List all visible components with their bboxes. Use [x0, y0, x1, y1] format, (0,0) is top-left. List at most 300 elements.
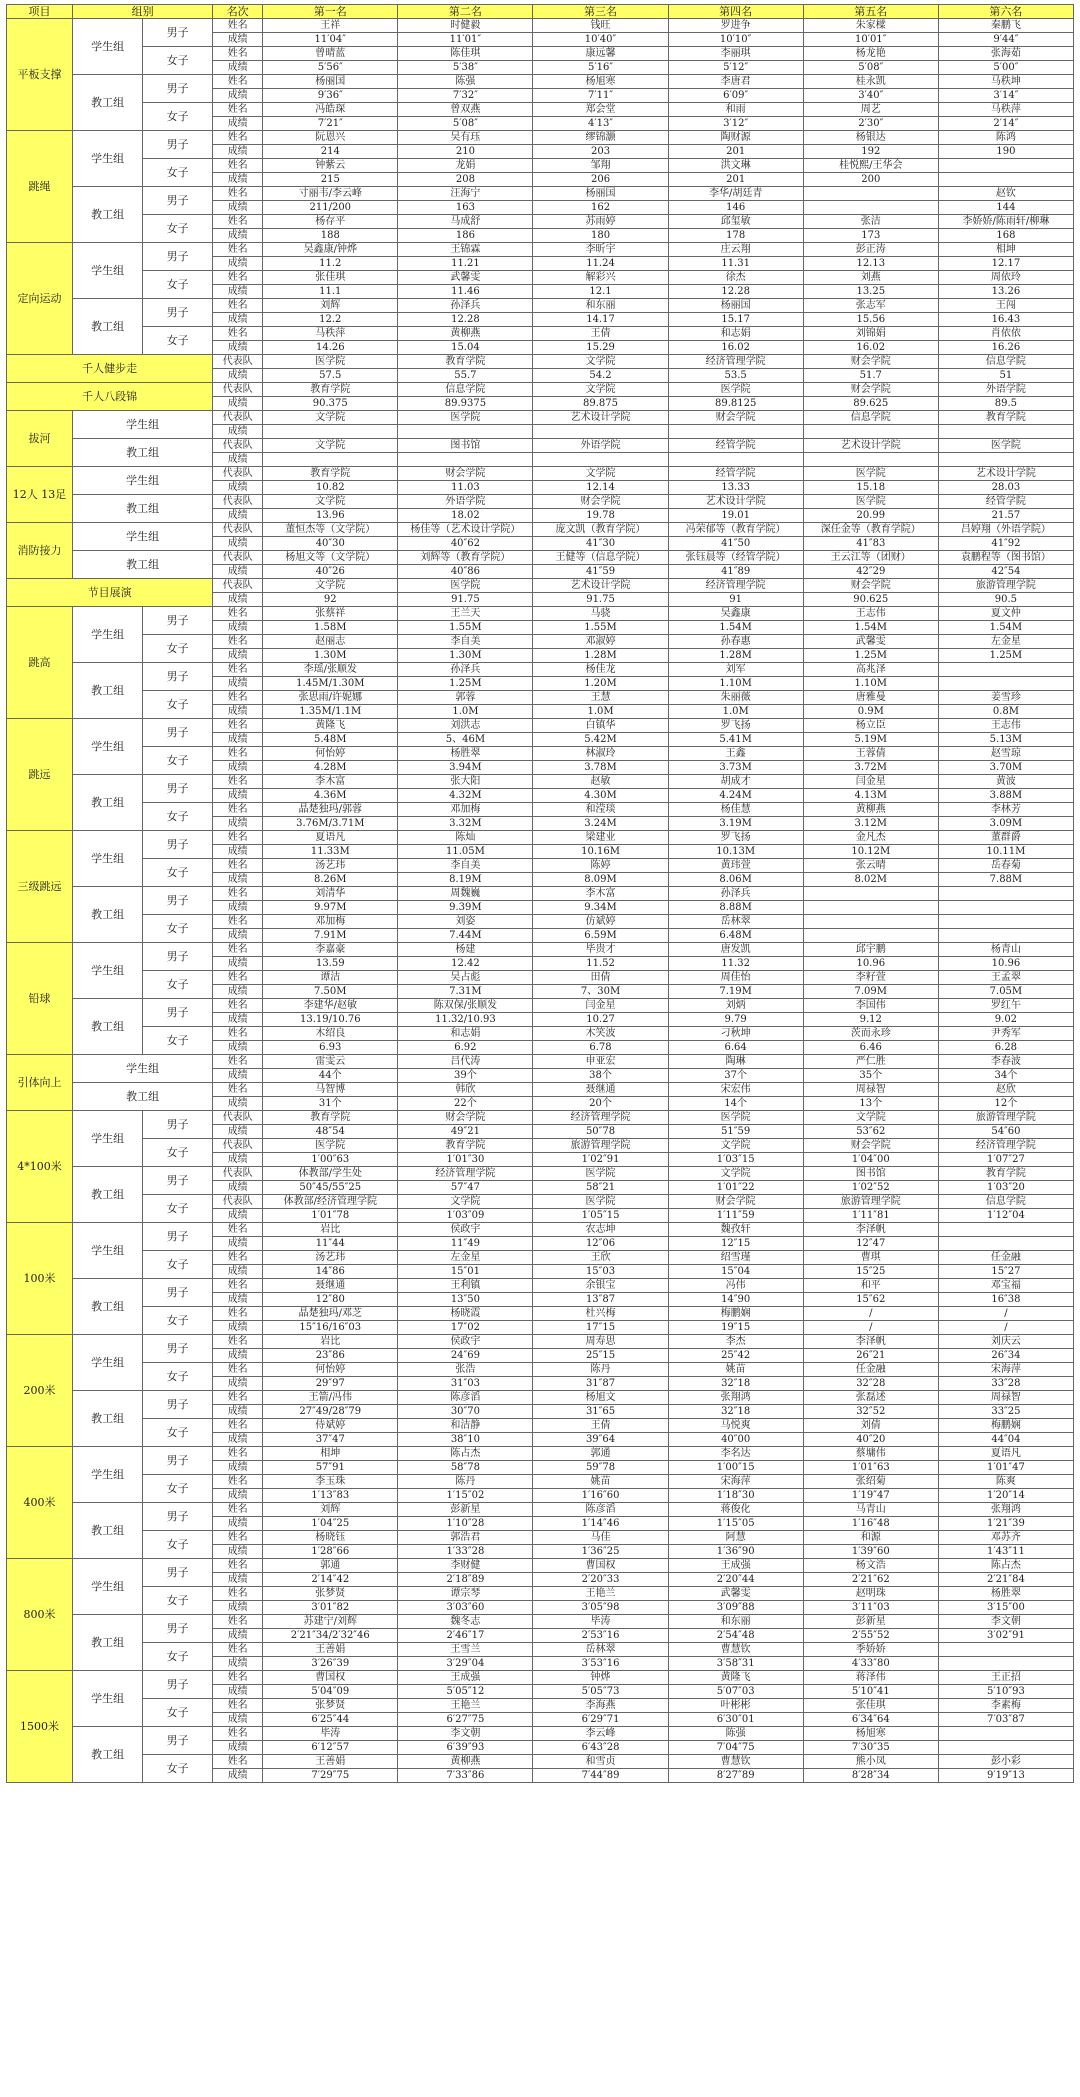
rank-value: 10.96: [803, 957, 938, 971]
rank-value: [938, 901, 1073, 915]
rank-value: 6.93: [263, 1041, 398, 1055]
rank-value: 50″78: [533, 1125, 668, 1139]
gender-label: 女子: [143, 1419, 213, 1447]
event-title: 200米: [7, 1335, 73, 1447]
rank-value: 7′33″86: [398, 1769, 533, 1783]
rank-value: 郭通: [263, 1559, 398, 1573]
group-name: 教工组: [73, 1503, 143, 1559]
rank-value: 财会学院: [803, 1139, 938, 1153]
rank-value: 李海燕: [533, 1699, 668, 1713]
header-rank: 第三名: [533, 5, 668, 19]
rank-value: 1.30M: [398, 649, 533, 663]
gender-label: 男子: [143, 607, 213, 635]
rank-value: 严仁胜: [803, 1055, 938, 1069]
row-label: 姓名: [213, 271, 263, 285]
rank-value: 周魏巍: [398, 887, 533, 901]
rank-value: 4′13″: [533, 117, 668, 131]
rank-value: [938, 677, 1073, 691]
rank-value: 1′11″59: [668, 1209, 803, 1223]
rank-value: 19.78: [533, 509, 668, 523]
rank-value: 3.32M: [398, 817, 533, 831]
gender-label: 女子: [143, 635, 213, 663]
rank-value: 毕贵才: [533, 943, 668, 957]
rank-value: [938, 453, 1073, 467]
rank-value: 岳林翠: [668, 915, 803, 929]
rank-value: 5′10″41: [803, 1685, 938, 1699]
rank-value: 1′10″28: [398, 1517, 533, 1531]
table-row: [7, 887, 1074, 901]
rank-value: 5.41M: [668, 733, 803, 747]
gender-label: 男子: [143, 1503, 213, 1531]
rank-value: 3.73M: [668, 761, 803, 775]
gender-label: 男子: [143, 1279, 213, 1307]
rank-value: 罗飞扬: [668, 719, 803, 733]
rank-value: 王志伟: [803, 607, 938, 621]
rank-value: 6′09″: [668, 89, 803, 103]
rank-value: 陈强: [398, 75, 533, 89]
rank-value: 董群爵: [938, 831, 1073, 845]
rank-value: 211/200: [263, 201, 398, 215]
row-label: 姓名: [213, 75, 263, 89]
group-name: 教工组: [73, 299, 143, 355]
table-row: [7, 1307, 1074, 1321]
rank-value: 张梦贤: [263, 1587, 398, 1601]
rank-value: 汤艺玮: [263, 1251, 398, 1265]
rank-value: 3′01″82: [263, 1601, 398, 1615]
rank-value: 11.33M: [263, 845, 398, 859]
rank-value: 15″25: [803, 1265, 938, 1279]
rank-value: 医学院: [398, 411, 533, 425]
row-label: 姓名: [213, 1027, 263, 1041]
rank-value: 1′07″27: [938, 1153, 1073, 1167]
rank-value: 1.25M: [938, 649, 1073, 663]
rank-value: 教育学院: [263, 383, 398, 397]
rank-value: 29″97: [263, 1377, 398, 1391]
rank-value: 冯伟: [668, 1279, 803, 1293]
rank-value: 89.9375: [398, 397, 533, 411]
table-row: [7, 663, 1074, 677]
rank-value: 财会学院: [533, 495, 668, 509]
table-row: [7, 75, 1074, 89]
rank-value: [938, 159, 1073, 173]
rank-value: 图书馆: [398, 439, 533, 453]
rank-value: 57.5: [263, 369, 398, 383]
rank-value: 54″60: [938, 1125, 1073, 1139]
rank-value: 王孟翠: [938, 971, 1073, 985]
row-label: 成绩: [213, 1685, 263, 1699]
table-row: [7, 1251, 1074, 1265]
rank-value: 14″86: [263, 1265, 398, 1279]
row-label: 代表队: [213, 1139, 263, 1153]
row-label: 成绩: [213, 1069, 263, 1083]
rank-value: 张梦贤: [263, 1699, 398, 1713]
rank-value: 王兰天: [398, 607, 533, 621]
rank-value: 彭新星: [398, 1503, 533, 1517]
rank-value: 2′46″17: [398, 1629, 533, 1643]
rank-value: 203: [533, 145, 668, 159]
row-label: 姓名: [213, 943, 263, 957]
rank-value: 梁建业: [533, 831, 668, 845]
rank-value: 吴鑫康/钟烨: [263, 243, 398, 257]
rank-value: 王鑫: [668, 747, 803, 761]
rank-value: 13.25: [803, 285, 938, 299]
event-title: 800米: [7, 1559, 73, 1671]
rank-value: 缪锦灏: [533, 131, 668, 145]
group-name: 学生组: [73, 1447, 143, 1503]
table-row: [7, 131, 1074, 145]
rank-value: 医学院: [263, 1139, 398, 1153]
gender-label: 男子: [143, 187, 213, 215]
rank-value: [938, 1657, 1073, 1671]
rank-value: 陈丹: [398, 1475, 533, 1489]
rank-value: 张佳琪: [263, 271, 398, 285]
rank-value: 1.54M: [803, 621, 938, 635]
rank-value: 27″49/28″79: [263, 1405, 398, 1419]
rank-value: 12.42: [398, 957, 533, 971]
rank-value: 王慧: [533, 691, 668, 705]
rank-value: 赵明珠: [803, 1587, 938, 1601]
table-row: [7, 831, 1074, 845]
rank-value: 10.27: [533, 1013, 668, 1027]
rank-value: 聂继通: [533, 1083, 668, 1097]
rank-value: 谭洁: [263, 971, 398, 985]
rank-value: 5′56″: [263, 61, 398, 75]
group-name: 学生组: [73, 1111, 143, 1167]
rank-value: 1′12″04: [938, 1209, 1073, 1223]
row-label: 姓名: [213, 635, 263, 649]
rank-value: 11.2: [263, 257, 398, 271]
rank-value: 16″38: [938, 1293, 1073, 1307]
rank-value: /: [803, 1307, 938, 1321]
rank-value: [803, 187, 938, 201]
rank-value: 37″47: [263, 1433, 398, 1447]
rank-value: 12.13: [803, 257, 938, 271]
row-label: 姓名: [213, 607, 263, 621]
rank-value: 旅游管理学院: [938, 1111, 1073, 1125]
rank-value: 李国伟: [803, 999, 938, 1013]
rank-value: 杨丽国: [533, 187, 668, 201]
rank-value: 李文朝: [938, 1615, 1073, 1629]
rank-value: 和洁静: [398, 1419, 533, 1433]
rank-value: 聂继通: [263, 1279, 398, 1293]
rank-value: 4′33″80: [803, 1657, 938, 1671]
rank-value: 2′20″44: [668, 1573, 803, 1587]
rank-value: 和平: [803, 1279, 938, 1293]
rank-value: 曹慧钦: [668, 1755, 803, 1769]
row-label: 姓名: [213, 691, 263, 705]
row-label: 成绩: [213, 117, 263, 131]
rank-value: 168: [938, 229, 1073, 243]
rank-value: 杜兴梅: [533, 1307, 668, 1321]
rank-value: 郭通: [533, 1447, 668, 1461]
row-label: 姓名: [213, 187, 263, 201]
rank-value: 夏语凡: [263, 831, 398, 845]
rank-value: [938, 915, 1073, 929]
rank-value: 肖依依: [938, 327, 1073, 341]
rank-value: 李华/胡廷青: [668, 187, 803, 201]
rank-value: 5.19M: [803, 733, 938, 747]
rank-value: 毕涛: [533, 1615, 668, 1629]
rank-value: 57″91: [263, 1461, 398, 1475]
rank-value: 7′11″: [533, 89, 668, 103]
rank-value: 1.55M: [533, 621, 668, 635]
rank-value: 10.82: [263, 481, 398, 495]
rank-value: 陈占杰: [938, 1559, 1073, 1573]
rank-value: 16.02: [668, 341, 803, 355]
event-title: 跳高: [7, 607, 73, 719]
table-row: [7, 943, 1074, 957]
table-row: [7, 691, 1074, 705]
table-row: [7, 19, 1074, 33]
rank-value: 20.99: [803, 509, 938, 523]
row-label: 姓名: [213, 1755, 263, 1769]
rank-value: 王健等（信息学院）: [533, 551, 668, 565]
table-row: [7, 551, 1074, 565]
rank-value: 信息学院: [803, 411, 938, 425]
rank-value: 31″03: [398, 1377, 533, 1391]
rank-value: 5′38″: [398, 61, 533, 75]
rank-value: 董恒杰等（文学院）: [263, 523, 398, 537]
table-row: [7, 1083, 1074, 1097]
rank-value: 马秩坤: [938, 75, 1073, 89]
rank-value: 李丽琪: [668, 47, 803, 61]
rank-value: 宋宏伟: [668, 1083, 803, 1097]
rank-value: 12.1: [533, 285, 668, 299]
gender-label: 男子: [143, 887, 213, 915]
rank-value: 刘倩: [803, 1419, 938, 1433]
table-row: [7, 1027, 1074, 1041]
gender-label: 男子: [143, 831, 213, 859]
event-title: 400米: [7, 1447, 73, 1559]
table-row: [7, 1335, 1074, 1349]
rank-value: 教育学院: [398, 355, 533, 369]
rank-value: 李嘉豪: [263, 943, 398, 957]
rank-value: 26″34: [938, 1349, 1073, 1363]
rank-value: [263, 425, 398, 439]
rank-value: 1′01″63: [803, 1461, 938, 1475]
gender-label: 男子: [143, 999, 213, 1027]
rank-value: 赵钦: [938, 187, 1073, 201]
gender-label: 女子: [143, 271, 213, 299]
rank-value: 洪文琳: [668, 159, 803, 173]
rank-value: [668, 453, 803, 467]
row-label: 成绩: [213, 1097, 263, 1111]
row-label: 姓名: [213, 159, 263, 173]
rank-value: 91.75: [398, 593, 533, 607]
rank-value: 王正招: [938, 1671, 1073, 1685]
rank-value: 4.24M: [668, 789, 803, 803]
rank-value: 7、30M: [533, 985, 668, 999]
rank-value: 医学院: [263, 355, 398, 369]
rank-value: 5′05″12: [398, 1685, 533, 1699]
rank-value: 教育学院: [938, 411, 1073, 425]
rank-value: 1′04″00: [803, 1153, 938, 1167]
rank-value: 192: [803, 145, 938, 159]
rank-value: 张翔鸿: [938, 1503, 1073, 1517]
event-title: 4*100米: [7, 1111, 73, 1223]
row-label: 代表队: [213, 495, 263, 509]
rank-value: 袁鹏程等（图书馆）: [938, 551, 1073, 565]
rank-value: 1.45M/1.30M: [263, 677, 398, 691]
rank-value: 杨佳龙: [533, 663, 668, 677]
rank-value: 190: [938, 145, 1073, 159]
rank-value: 3′40″: [803, 89, 938, 103]
rank-value: 3.76M/3.71M: [263, 817, 398, 831]
rank-value: 徐杰: [668, 271, 803, 285]
rank-value: 李泽帆: [803, 1223, 938, 1237]
rank-value: 40″62: [398, 537, 533, 551]
rank-value: 医学院: [398, 579, 533, 593]
rank-value: [938, 1237, 1073, 1251]
rank-value: 1′36″25: [533, 1545, 668, 1559]
row-label: 成绩: [213, 1153, 263, 1167]
table-row: [7, 1223, 1074, 1237]
rank-value: 阮恩兴: [263, 131, 398, 145]
rank-value: 2′14″42: [263, 1573, 398, 1587]
table-row: [7, 999, 1074, 1013]
row-label: 成绩: [213, 1209, 263, 1223]
event-title: 1500米: [7, 1671, 73, 1783]
rank-value: 曹国权: [533, 1559, 668, 1573]
row-label: 成绩: [213, 537, 263, 551]
rank-value: 55.7: [398, 369, 533, 383]
rank-value: 6′43″28: [533, 1741, 668, 1755]
rank-value: 相坤: [263, 1447, 398, 1461]
group-name: 教工组: [73, 775, 143, 831]
rank-value: 5′00″: [938, 61, 1073, 75]
rank-value: 周禄智: [803, 1083, 938, 1097]
rank-value: 姚苗: [533, 1475, 668, 1489]
rank-value: 经济管理学院: [938, 1139, 1073, 1153]
gender-label: 男子: [143, 1391, 213, 1419]
rank-value: 武馨雯: [398, 271, 533, 285]
row-label: 成绩: [213, 1237, 263, 1251]
rank-value: 16.26: [938, 341, 1073, 355]
table-row: [7, 1671, 1074, 1685]
rank-value: 黄柳燕: [803, 803, 938, 817]
rank-value: 32″18: [668, 1405, 803, 1419]
rank-value: 188: [263, 229, 398, 243]
rank-value: 12.2: [263, 313, 398, 327]
row-label: 姓名: [213, 1699, 263, 1713]
rank-value: [398, 425, 533, 439]
rank-value: 0.9M: [803, 705, 938, 719]
table-row: [7, 243, 1074, 257]
rank-value: 54.2: [533, 369, 668, 383]
rank-value: 尹秀军: [938, 1027, 1073, 1041]
gender-label: 男子: [143, 75, 213, 103]
rank-value: [938, 1643, 1073, 1657]
rank-value: 10.12M: [803, 845, 938, 859]
rank-value: 11.52: [533, 957, 668, 971]
rank-value: 周寿思: [533, 1335, 668, 1349]
rank-value: 1′00″15: [668, 1461, 803, 1475]
row-label: 成绩: [213, 649, 263, 663]
rank-value: 马成舒: [398, 215, 533, 229]
rank-value: 15″01: [398, 1265, 533, 1279]
group-name: 学生组: [73, 467, 213, 495]
group-name: 教工组: [73, 887, 143, 943]
table-row: [7, 775, 1074, 789]
rank-value: 1.10M: [803, 677, 938, 691]
rank-value: 1′33″28: [398, 1545, 533, 1559]
group-name: 教工组: [73, 551, 213, 579]
rank-value: 姜雪珍: [938, 691, 1073, 705]
rank-value: 18.02: [398, 509, 533, 523]
rank-value: 和志娟: [668, 327, 803, 341]
rank-value: 马佳: [533, 1531, 668, 1545]
rank-value: 1′28″66: [263, 1545, 398, 1559]
rank-value: 9.34M: [533, 901, 668, 915]
rank-value: 冯皓琛: [263, 103, 398, 117]
rank-value: 40″86: [398, 565, 533, 579]
rank-value: 苏建宁/刘辉: [263, 1615, 398, 1629]
gender-label: 女子: [143, 1755, 213, 1783]
rank-value: 经济管理学院: [668, 355, 803, 369]
row-label: 姓名: [213, 1671, 263, 1685]
rank-value: 财会学院: [803, 383, 938, 397]
gender-label: 女子: [143, 1027, 213, 1055]
row-label: 成绩: [213, 313, 263, 327]
rank-value: 9′44″: [938, 33, 1073, 47]
table-row: [7, 719, 1074, 733]
table-row: [7, 1615, 1074, 1629]
rank-value: 19″15: [668, 1321, 803, 1335]
table-row: [7, 1391, 1074, 1405]
rank-value: 6′30″01: [668, 1713, 803, 1727]
gender-label: 女子: [143, 803, 213, 831]
rank-value: 22个: [398, 1097, 533, 1111]
rank-value: 89.8125: [668, 397, 803, 411]
table-row: [7, 1475, 1074, 1489]
rank-value: 何怡婷: [263, 1363, 398, 1377]
header-group: 组别: [73, 5, 213, 19]
rank-value: 宋海萍: [668, 1475, 803, 1489]
table-row: [7, 271, 1074, 285]
group-name: 教工组: [73, 1391, 143, 1447]
gender-label: 男子: [143, 19, 213, 47]
row-label: 成绩: [213, 761, 263, 775]
rank-value: 1.0M: [668, 705, 803, 719]
rank-value: 3.09M: [938, 817, 1073, 831]
rank-value: 寸丽韦/李云峰: [263, 187, 398, 201]
rank-value: 经济管理学院: [668, 579, 803, 593]
rank-value: [668, 425, 803, 439]
rank-value: 王艳兰: [398, 1699, 533, 1713]
rank-value: 42″54: [938, 565, 1073, 579]
rank-value: 41″59: [533, 565, 668, 579]
row-label: 代表队: [213, 579, 263, 593]
rank-value: 3′12″: [668, 117, 803, 131]
row-label: 姓名: [213, 327, 263, 341]
rank-value: 艺术设计学院: [533, 579, 668, 593]
group-name: 学生组: [73, 719, 143, 775]
rank-value: 7′30″35: [803, 1741, 938, 1755]
row-label: 成绩: [213, 201, 263, 215]
rank-value: 13″87: [533, 1293, 668, 1307]
table-row: [7, 1419, 1074, 1433]
rank-value: 12″47: [803, 1237, 938, 1251]
row-label: 姓名: [213, 887, 263, 901]
row-label: 姓名: [213, 971, 263, 985]
rank-value: 李木富: [263, 775, 398, 789]
rank-value: [803, 929, 938, 943]
row-label: 姓名: [213, 1335, 263, 1349]
table-row: [7, 1699, 1074, 1713]
rank-value: 龙娟: [398, 159, 533, 173]
rank-value: 7.09M: [803, 985, 938, 999]
rank-value: 邱玺敏: [668, 215, 803, 229]
